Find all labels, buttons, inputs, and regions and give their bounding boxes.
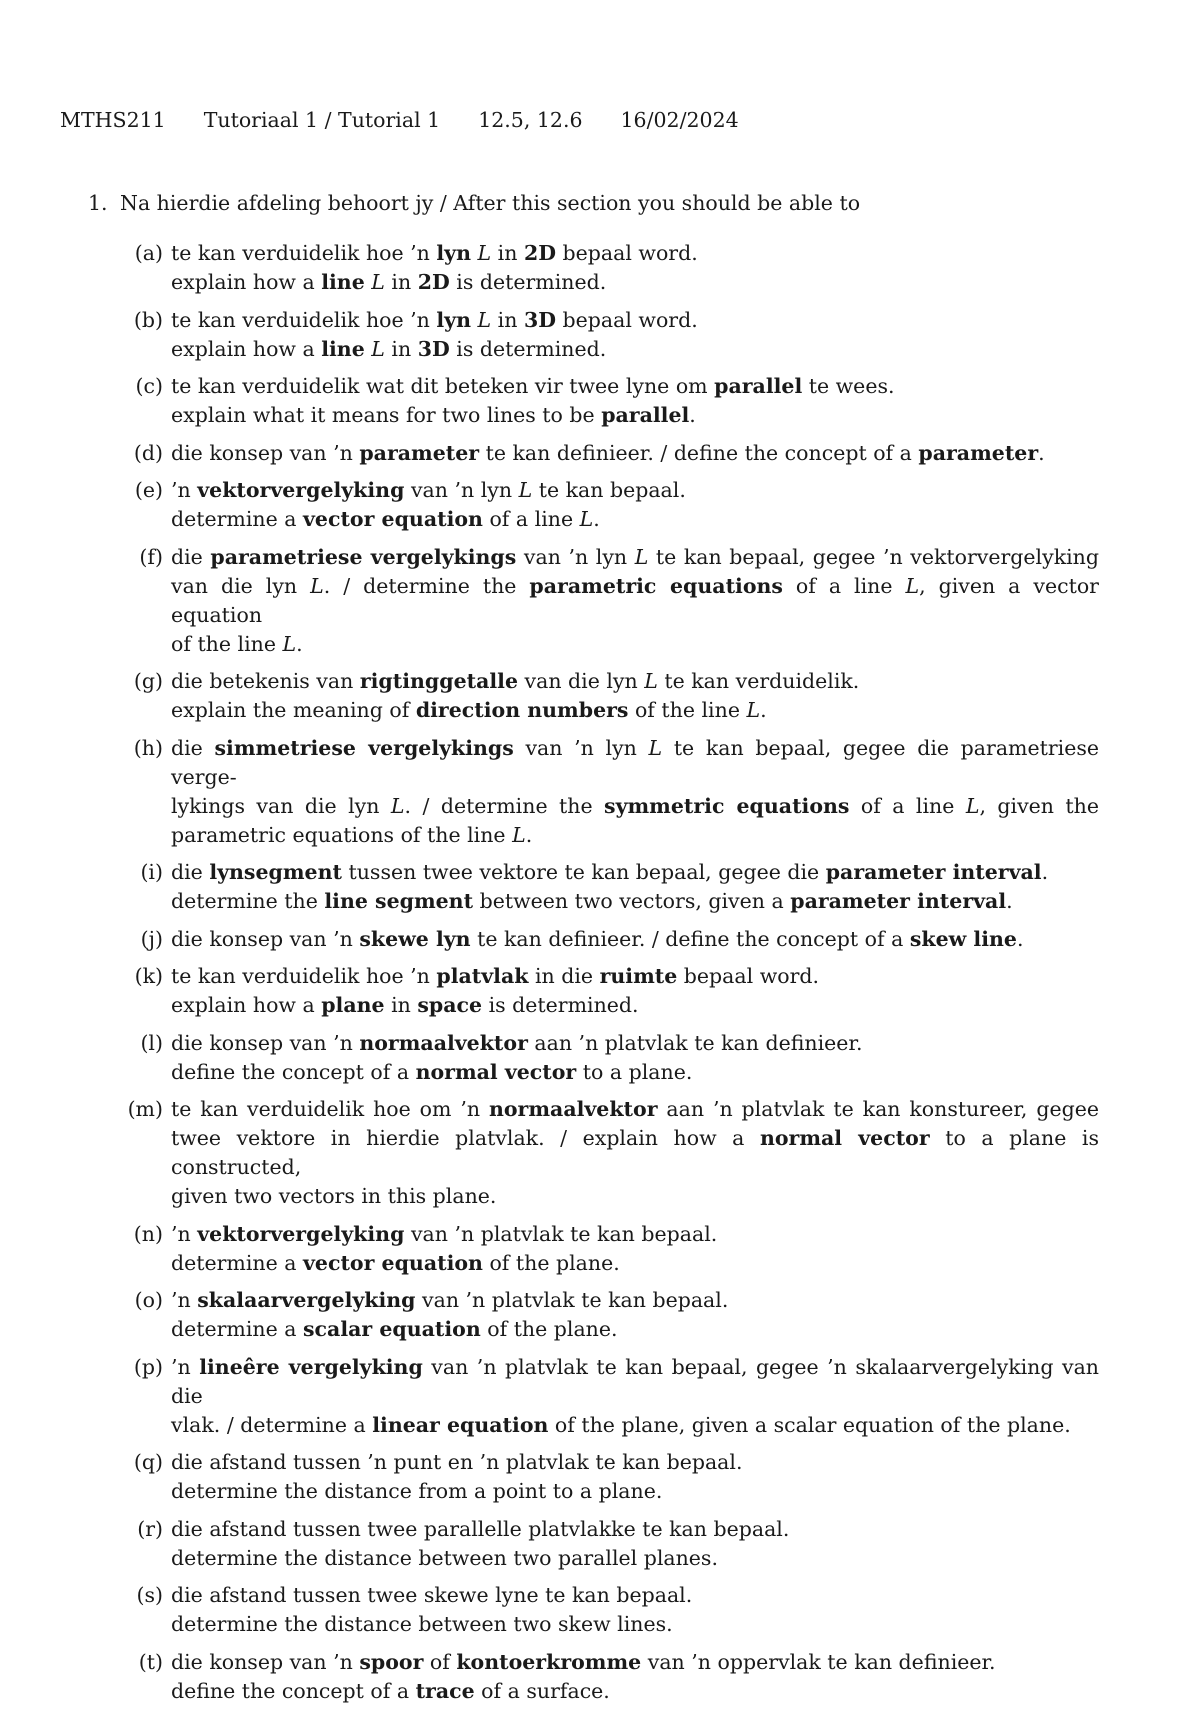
text-run: in (384, 336, 418, 361)
math-symbol: L (905, 573, 920, 598)
question-number: 1. (88, 191, 108, 215)
math-symbol: L (477, 307, 492, 332)
item-label: (l) (140, 1030, 163, 1055)
bold-term: normaalvektor (488, 1097, 658, 1121)
text-run: twee vektore in hierdie platvlak. / explain how a (171, 1126, 760, 1150)
text-run: te kan verduidelik. (657, 669, 860, 693)
item-text (171, 1448, 1099, 1506)
text-run: van die lyn (518, 669, 645, 693)
text-run: te wees. (802, 374, 895, 398)
item-text (171, 1648, 1099, 1706)
math-symbol: L (512, 822, 526, 847)
bold-term: parametriese vergelykings (210, 544, 517, 569)
bold-term: spoor (359, 1649, 424, 1674)
item-label: (q) (133, 1450, 163, 1474)
item-line (171, 543, 1099, 572)
text-run: te kan verduidelik hoe ’n (171, 307, 437, 332)
bold-term: 3D (523, 307, 556, 332)
bold-term: parametric equations (529, 573, 783, 598)
text-run: die afstand tussen twee skewe lyne te kan bepaal. (171, 1583, 693, 1607)
text-run: of the plane. (482, 1250, 620, 1275)
text-run: , given the (979, 793, 1100, 818)
item-line (171, 696, 1099, 725)
text-run: die (171, 544, 211, 569)
list-item (0, 1515, 1200, 1573)
math-symbol: L (282, 631, 297, 656)
item-text (171, 1286, 1099, 1344)
bold-term: kontoerkromme (456, 1649, 642, 1674)
item-line (171, 887, 1099, 916)
text-run: te kan verduidelik hoe ’n (171, 241, 437, 265)
bold-term: lynsegment (209, 860, 342, 884)
item-label: (s) (136, 1583, 163, 1607)
item-label: (k) (134, 964, 163, 988)
bold-term: parallel (714, 374, 803, 398)
item-line (171, 1249, 1099, 1278)
item-text (171, 1515, 1099, 1573)
question-intro-text: Na hierdie afdeling behoort jy / After this section you should be able to (120, 191, 861, 215)
list-item (0, 925, 1200, 954)
bold-term: vector equation (303, 507, 483, 531)
item-line (171, 1477, 1099, 1506)
text-run: bepaal word. (677, 964, 820, 988)
item-line (171, 1544, 1099, 1573)
item-line (171, 925, 1099, 954)
item-label: (o) (134, 1288, 163, 1312)
bold-term: ruimte (599, 964, 678, 988)
item-line (171, 1648, 1099, 1677)
text-run: determine a (171, 1317, 304, 1341)
text-run: . (1038, 440, 1045, 465)
item-line (171, 572, 1099, 630)
bold-term: scalar equation (303, 1317, 481, 1341)
list-item (0, 858, 1200, 916)
item-label: (d) (133, 440, 163, 465)
list-item (0, 1353, 1200, 1440)
item-line (171, 268, 1099, 297)
bold-term: skew line (909, 926, 1017, 951)
item-line (171, 401, 1099, 430)
list-item (0, 239, 1200, 297)
math-symbol: L (390, 793, 405, 818)
text-run: bepaal word. (556, 307, 698, 332)
bold-term: parameter (359, 440, 480, 465)
text-run: , given a vector equation (171, 573, 1099, 627)
text-run: explain how a (171, 270, 322, 294)
text-run: van ’n platvlak te kan bepaal. (404, 1221, 718, 1246)
bold-term: normal vector (415, 1059, 577, 1084)
text-run: van ’n platvlak te kan bepaal, gegee ’n skalaarvergelyking van die (171, 1354, 1099, 1408)
bold-term: normal vector (759, 1126, 930, 1150)
text-run: of a line (482, 507, 580, 531)
section-numbers: 12.5, 12.6 (478, 108, 583, 132)
item-text (171, 667, 1099, 725)
text-run: of a surface. (474, 1678, 610, 1703)
bold-term: platvlak (436, 964, 529, 988)
item-label: (m) (127, 1097, 163, 1121)
list-item (0, 476, 1200, 534)
text-run: in (384, 270, 418, 294)
text-run: of (423, 1649, 457, 1674)
objectives-list (0, 239, 1200, 1714)
text-run: van ’n platvlak te kan bepaal. (415, 1288, 729, 1312)
text-run: . (296, 631, 303, 656)
bold-term: simmetriese vergelykings (214, 735, 514, 760)
item-line (171, 439, 1099, 468)
text-run: determine the (171, 889, 325, 913)
text-run: die konsep van ’n (171, 440, 360, 465)
bold-term: vector equation (303, 1250, 483, 1275)
text-run: die (171, 735, 215, 760)
bold-term: 3D (417, 336, 450, 361)
item-label: (i) (140, 860, 163, 884)
text-run: te kan bepaal, gegee ’n vektorvergelyking (648, 544, 1099, 569)
text-run: is determined. (449, 336, 607, 361)
text-run: . (1006, 889, 1013, 913)
item-line (171, 1353, 1099, 1411)
course-code: MTHS211 (60, 108, 166, 132)
item-text (171, 962, 1099, 1020)
text-run: define the concept of a (171, 1678, 416, 1703)
text-run: . / determine the (404, 793, 605, 818)
math-symbol: L (648, 735, 663, 760)
item-line (171, 1610, 1099, 1639)
math-symbol: L (371, 270, 385, 294)
bold-term: lineêre vergelyking (199, 1354, 423, 1379)
item-text (171, 239, 1099, 297)
text-run: ’n (171, 1288, 198, 1312)
text-run: die konsep van ’n (171, 926, 360, 951)
bold-term: 2D (417, 270, 450, 294)
bold-term: lyn (436, 241, 471, 265)
bold-term: plane (321, 993, 385, 1017)
text-run: determine a (171, 1250, 304, 1275)
tutorial-title: Tutoriaal 1 / Tutorial 1 (203, 108, 441, 132)
text-run: te kan verduidelik hoe om ’n (171, 1097, 489, 1121)
item-label: (h) (133, 735, 163, 760)
item-label: (r) (137, 1516, 163, 1541)
text-run: . (689, 403, 696, 427)
text-run: aan ’n platvlak te kan konstureer, gegee (657, 1097, 1099, 1121)
bold-term: linear equation (372, 1412, 549, 1437)
text-run: . (525, 822, 533, 847)
list-item (0, 1220, 1200, 1278)
item-line (171, 1315, 1099, 1344)
bold-term: direction numbers (415, 698, 629, 722)
text-run: to a plane. (576, 1059, 693, 1084)
text-run: . (1016, 926, 1024, 951)
text-run: . (760, 698, 767, 722)
item-text (171, 1029, 1099, 1087)
list-item (0, 372, 1200, 430)
list-item (0, 1648, 1200, 1706)
item-label: (e) (134, 478, 163, 502)
text-run: to a plane is constructed, (171, 1126, 1099, 1179)
item-text (171, 1095, 1099, 1211)
text-run: van ’n lyn (516, 544, 635, 569)
list-item (0, 1095, 1200, 1211)
item-line (171, 476, 1099, 505)
bold-term: normaalvektor (359, 1030, 528, 1055)
text-run: in (384, 993, 418, 1017)
item-label: (t) (138, 1649, 163, 1674)
item-line (171, 1124, 1099, 1182)
list-item (0, 1581, 1200, 1639)
math-symbol: L (518, 478, 533, 502)
question-intro (88, 191, 860, 215)
text-run: explain how a (171, 993, 322, 1017)
text-run: te kan verduidelik hoe ’n (171, 964, 437, 988)
text-run: aan ’n platvlak te kan definieer. (527, 1030, 863, 1055)
text-run: is determined. (482, 993, 639, 1017)
list-item (0, 1286, 1200, 1344)
item-line (171, 792, 1099, 821)
list-item (0, 734, 1200, 850)
item-label: (g) (133, 669, 163, 693)
item-line (171, 306, 1099, 335)
text-run: given two vectors in this plane. (171, 1184, 497, 1208)
text-run: of the line (171, 631, 283, 656)
bold-term: symmetric equations (604, 793, 850, 818)
bold-term: line (321, 270, 365, 294)
text-run: die konsep van ’n (171, 1030, 360, 1055)
item-text (171, 476, 1099, 534)
item-line (171, 1058, 1099, 1087)
text-run: ’n (171, 1354, 200, 1379)
item-label: (j) (140, 926, 163, 951)
math-symbol: L (965, 793, 980, 818)
list-item (0, 439, 1200, 468)
item-line (171, 1029, 1099, 1058)
text-run: between two vectors, given a (473, 889, 791, 913)
item-text (171, 1581, 1099, 1639)
text-run: of a line (782, 573, 906, 598)
item-line (171, 239, 1099, 268)
item-line (171, 372, 1099, 401)
text-run: van ’n oppervlak te kan definieer. (641, 1649, 996, 1674)
bold-term: rigtinggetalle (359, 669, 518, 693)
text-run: die (171, 860, 210, 884)
item-line (171, 1095, 1099, 1124)
tutorial-date: 16/02/2024 (620, 108, 739, 132)
text-run: die afstand tussen twee parallelle platvlakke te kan bepaal. (171, 1516, 790, 1541)
bold-term: 2D (523, 241, 556, 265)
text-run: explain how a (171, 336, 322, 361)
item-line (171, 734, 1099, 792)
text-run: van ’n lyn (404, 478, 519, 502)
text-run: te kan verduidelik wat dit beteken vir twee lyne om (171, 374, 715, 398)
item-text (171, 1220, 1099, 1278)
math-symbol: L (746, 698, 761, 722)
item-label: (p) (133, 1354, 163, 1379)
text-run: parametric equations of the line (171, 822, 513, 847)
item-line (171, 630, 1099, 659)
item-text (171, 543, 1099, 659)
item-line (171, 1581, 1099, 1610)
item-text (171, 925, 1099, 954)
text-run: determine the distance from a point to a plane. (171, 1479, 663, 1503)
text-run: van ’n lyn (513, 735, 649, 760)
math-symbol: L (644, 669, 658, 693)
item-text (171, 306, 1099, 364)
bold-term: line segment (324, 889, 474, 913)
text-run: determine a (171, 507, 304, 531)
math-symbol: L (477, 241, 492, 265)
text-run: define the concept of a (171, 1059, 416, 1084)
text-run: die afstand tussen ’n punt en ’n platvlak te kan bepaal. (171, 1450, 743, 1474)
text-run: of a line (849, 793, 966, 818)
bold-term: lyn (436, 307, 471, 332)
text-run: bepaal word. (556, 241, 698, 265)
item-line (171, 1677, 1099, 1706)
text-run: die konsep van ’n (171, 1649, 360, 1674)
page-header (60, 108, 777, 132)
text-run: is determined. (449, 270, 607, 294)
item-text (171, 1353, 1099, 1440)
bold-term: parameter interval (790, 889, 1007, 913)
math-symbol: L (634, 544, 649, 569)
text-run: . (593, 507, 600, 531)
text-run: te kan bepaal. (532, 478, 686, 502)
list-item (0, 962, 1200, 1020)
text-run: ’n (171, 1221, 198, 1246)
item-line (171, 1448, 1099, 1477)
text-run: explain the meaning of (171, 698, 416, 722)
item-line (171, 1182, 1099, 1211)
text-run: determine the distance between two parallel planes. (171, 1545, 718, 1570)
bold-term: line (321, 336, 365, 361)
item-line (171, 1411, 1099, 1440)
item-line (171, 991, 1099, 1020)
bold-term: parameter (918, 440, 1039, 465)
item-label: (a) (134, 241, 163, 265)
text-run: determine the distance between two skew lines. (171, 1612, 673, 1636)
item-label: (b) (133, 307, 163, 332)
text-run: te kan definieer. / define the concept of a (479, 440, 919, 465)
item-line (171, 821, 1099, 850)
text-run: explain what it means for two lines to be (171, 403, 602, 427)
item-line (171, 667, 1099, 696)
text-run: . (1041, 860, 1049, 884)
text-run: vlak. / determine a (171, 1412, 373, 1437)
item-label: (f) (139, 544, 163, 569)
text-run: lykings van die lyn (171, 793, 391, 818)
text-run: ’n (171, 478, 198, 502)
item-text (171, 372, 1099, 430)
math-symbol: L (579, 507, 594, 531)
item-line (171, 962, 1099, 991)
bold-term: parameter interval (825, 860, 1042, 884)
bold-term: skalaarvergelyking (197, 1288, 416, 1312)
text-run: tussen twee vektore te kan bepaal, gegee die (341, 860, 826, 884)
item-line (171, 1515, 1099, 1544)
bold-term: skewe lyn (359, 926, 471, 951)
text-run: of the line (628, 698, 747, 722)
text-run: te kan bepaal, gegee die parametriese verge- (171, 735, 1099, 789)
bold-term: vektorvergelyking (197, 478, 405, 502)
item-text (171, 858, 1099, 916)
item-line (171, 858, 1099, 887)
item-label: (n) (133, 1221, 163, 1246)
text-run: te kan definieer. / define the concept of a (470, 926, 910, 951)
item-line (171, 1286, 1099, 1315)
bold-term: trace (415, 1678, 475, 1703)
list-item (0, 1029, 1200, 1087)
text-run: die betekenis van (171, 669, 360, 693)
bold-term: vektorvergelyking (197, 1221, 405, 1246)
item-line (171, 335, 1099, 364)
text-run: in (491, 307, 524, 332)
text-run: van die lyn (171, 573, 311, 598)
text-run: . / determine the (323, 573, 530, 598)
list-item (0, 543, 1200, 659)
list-item (0, 667, 1200, 725)
text-run: in (491, 241, 524, 265)
bold-term: space (417, 993, 483, 1017)
list-item (0, 306, 1200, 364)
item-line (171, 505, 1099, 534)
item-text (171, 439, 1099, 468)
bold-term: parallel (601, 403, 690, 427)
list-item (0, 1448, 1200, 1506)
math-symbol: L (310, 573, 324, 598)
text-run: of the plane, given a scalar equation of the plane. (548, 1412, 1071, 1437)
math-symbol: L (371, 336, 385, 361)
item-line (171, 1220, 1099, 1249)
text-run: in die (528, 964, 600, 988)
item-text (171, 734, 1099, 850)
text-run: of the plane. (480, 1317, 618, 1341)
item-label: (c) (135, 374, 163, 398)
